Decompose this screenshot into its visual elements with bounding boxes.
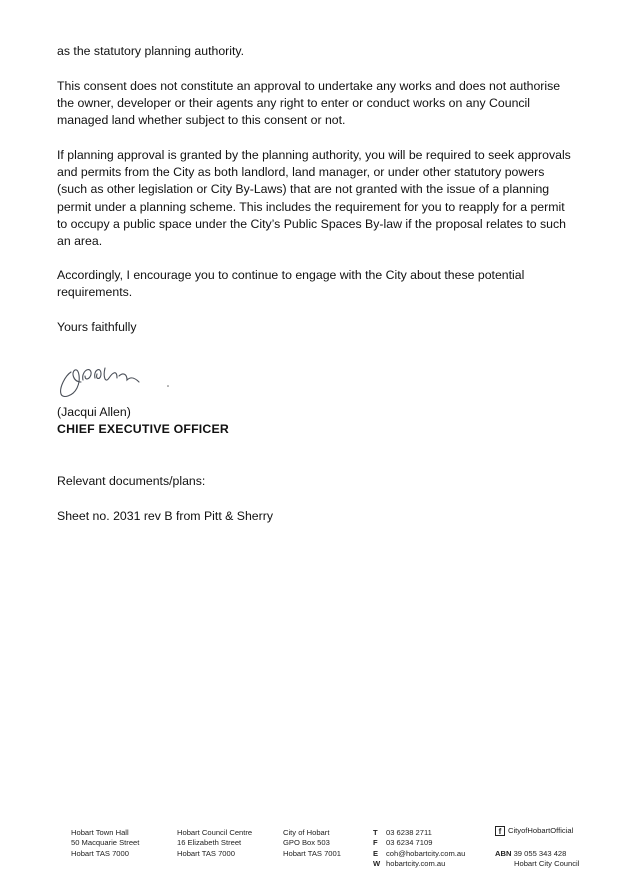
footer-social	[495, 826, 573, 836]
footer-town-hall	[71, 828, 139, 859]
paragraph-statutory: as the statutory planning authority.	[57, 44, 245, 58]
footer-council-centre	[177, 828, 252, 859]
abn-value: 39 055 343 428	[513, 849, 567, 858]
footer-line: Hobart Council Centre	[177, 828, 253, 837]
contact-fax: F 03 6234 7109	[373, 838, 433, 848]
footer-line: Hobart TAS 7001	[283, 848, 341, 858]
footer-contacts	[373, 828, 465, 870]
facebook-icon: f	[495, 826, 505, 836]
contact-phone: T 03 6238 2711	[373, 828, 432, 837]
contact-web: W hobartcity.com.au	[373, 859, 446, 869]
signatory-title: CHIEF EXECUTIVE OFFICER	[57, 422, 229, 436]
contact-email: E coh@hobartcity.com.au	[373, 848, 466, 858]
council-name: Hobart City Council	[514, 859, 580, 869]
paragraph-consent: This consent does not constitute an approval to undertake any works and does not authorise the owner, developer or their agents any right to enter or conduct works on any Council managed land whether subject to this consent or not.	[57, 79, 561, 128]
signature	[55, 358, 180, 400]
abn-label: ABN	[495, 849, 512, 858]
footer-line: Hobart TAS 7000	[71, 848, 129, 858]
closing: Yours faithfully	[57, 320, 137, 334]
facebook-link[interactable]: f CityofHobartOfficial	[495, 826, 573, 836]
footer-abn	[495, 849, 579, 870]
document-item: Sheet no. 2031 rev B from Pitt & Sherry	[57, 509, 273, 523]
paragraph-engage: Accordingly, I encourage you to continue to engage with the City about these potential requirements.	[57, 268, 525, 300]
footer-line: City of Hobart	[283, 828, 330, 837]
footer-line: 50 Macquarie Street	[71, 838, 140, 848]
paragraph-approvals: If planning approval is granted by the planning authority, you will be required to seek approvals and permits from the City as both landlord, land manager, or under other statutory powers (such as other legislation or City By-Laws) that are not granted with the issue of a planning permit under a planning scheme. This includes the requirement for you to reapply for a permit to occupy a public space under the City’s Public Spaces By-law if the proposal relates to such an area.	[57, 148, 571, 249]
signatory-name: (Jacqui Allen)	[57, 405, 131, 419]
footer-line: GPO Box 503	[283, 838, 330, 848]
footer-postal	[283, 828, 341, 859]
footer-line: Hobart Town Hall	[71, 828, 129, 837]
footer-line: Hobart TAS 7000	[177, 848, 235, 858]
footer-line: 16 Elizabeth Street	[177, 838, 242, 848]
documents-heading: Relevant documents/plans:	[57, 474, 206, 488]
